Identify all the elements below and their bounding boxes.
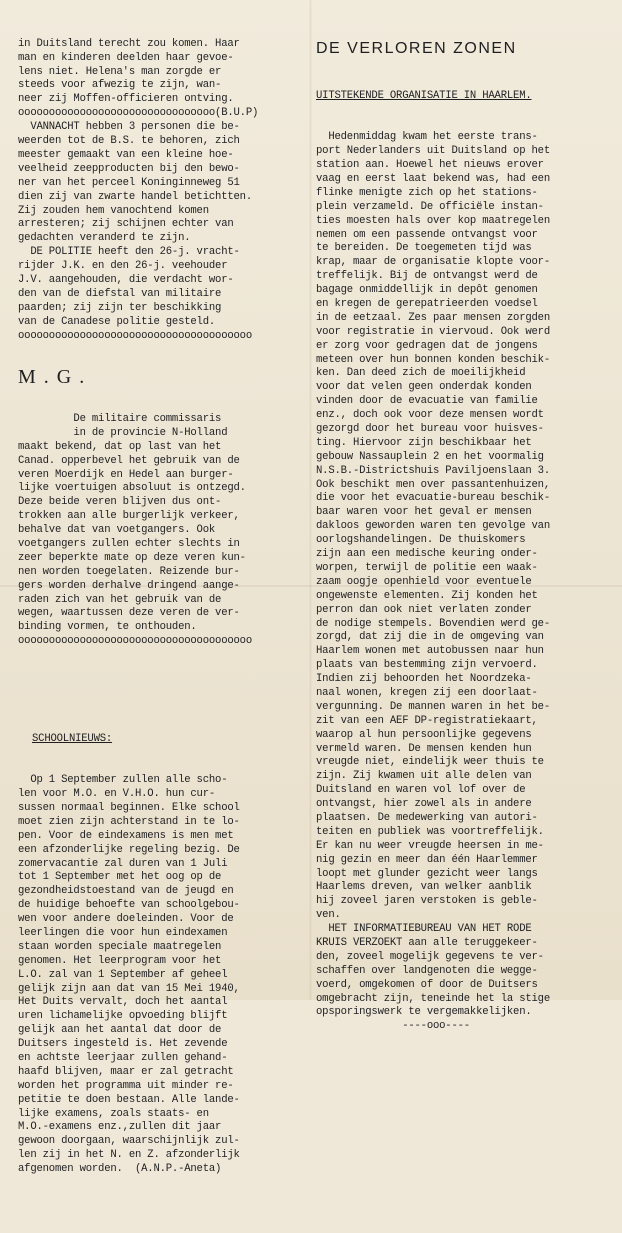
mg-article (18, 366, 310, 677)
text-line: krap, maar de organisatie klopte voor- (316, 256, 550, 269)
text-line: zeer beperkte mate op deze veren kun- (18, 551, 246, 564)
text-line: ----ooo---- (316, 1020, 470, 1033)
text-line: Zij zouden hem vanochtend komen (18, 204, 209, 217)
text-line: bagage onmiddellijk in depôt genomen (316, 284, 538, 297)
text-line: den van de diefstal van militaire (18, 287, 222, 300)
text-line: voerd, omgekomen of door de Duitsers (316, 978, 538, 991)
text-line: flinke menigte zich op het stations- (316, 186, 538, 199)
text-line: zit van een AEF DP-registratiekaart, (316, 714, 538, 727)
text-line: raden zich van het gebruik van de (18, 593, 222, 606)
text-line: oooooooooooooooooooooooooooooooo(B.U.P) (18, 107, 259, 120)
text-line: L.O. zal van 1 September af geheel (18, 968, 228, 981)
text-line: petitie te doen bestaan. Alle lande- (18, 1093, 240, 1106)
text-line: nen worden toegelaten. Reizende bur- (18, 565, 240, 578)
text-line: Haarlems dreven, van welker aanblik (316, 881, 532, 894)
text-line: voor registratie in viervoud. Ook werd (316, 325, 550, 338)
text-line: worden het programma uit minder re- (18, 1079, 234, 1092)
text-line: M.O.-examens enz.,zullen dit jaar (18, 1121, 222, 1134)
text-line: DE POLITIE heeft den 26-j. vracht- (18, 246, 240, 259)
text-line: een afzonderlijke regeling bezig. De (18, 843, 240, 856)
text-line: KRUIS VERZOEKT aan alle teruggekeer- (316, 936, 538, 949)
text-line: nemen om een passende ontvangst voor (316, 228, 538, 241)
text-line: Hedenmiddag kwam het eerste trans- (316, 131, 538, 144)
text-line: gedachten veranderd te zijn. (18, 232, 191, 245)
text-line: in Duitsland terecht zou komen. Haar (18, 37, 240, 50)
text-line: N.S.B.-Districtshuis Paviljoenslaan 3. (316, 464, 550, 477)
text-line: staan worden speciale maatregelen (18, 940, 222, 953)
text-line: Er kan nu weer vreugde heersen in me- (316, 839, 544, 852)
text-line: worpen, terwijl de politie een waak- (316, 561, 538, 574)
text-line: oorlogshandelingen. De thuiskomers (316, 534, 526, 547)
text-line: den, zoveel mogelijk gegevens te ver- (316, 950, 544, 963)
text-line: station aan. Hoewel het nieuws erover (316, 159, 544, 172)
text-line: omgebracht zijn, teneinde het la stige (316, 992, 550, 1005)
text-line: in de eetzaal. Zes paar mensen zorgden (316, 311, 550, 324)
text-line: behalve dat van voetgangers. Ook (18, 524, 216, 537)
text-line: wen voor andere doeleinden. Voor de (18, 913, 234, 926)
text-line: meteen over hun bonnen konden beschik- (316, 353, 550, 366)
text-line: loopt met glunder gezicht weer langs (316, 867, 538, 880)
text-line: HET INFORMATIEBUREAU VAN HET RODE (316, 923, 532, 936)
text-line: oooooooooooooooooooooooooooooooooooooo (18, 329, 252, 342)
text-line: Ook beschikt men over passantenhuizen, (316, 478, 550, 491)
text-line: J.V. aangehouden, die verdacht wor- (18, 273, 234, 286)
text-line: gezorgd door het bureau voor huisves- (316, 423, 544, 436)
school-heading: SCHOOLNIEUWS: (32, 732, 113, 745)
left-column (18, 10, 310, 1233)
text-line: leerlingen die voor hun eindexamen (18, 927, 228, 940)
text-line: gebouw Nassauplein 2 en het voormalig (316, 450, 544, 463)
text-line: moet zien zijn achterstand in te lo- (18, 815, 240, 828)
text-line: plaats van bestemming zijn vervoerd. (316, 659, 538, 672)
text-line: maakt bekend, dat op last van het (18, 440, 222, 453)
mg-heading: M.G. (18, 366, 93, 389)
text-line: waarop al hun persoonlijke gegevens (316, 728, 532, 741)
text-line: in de provincie N-Holland (18, 426, 228, 439)
text-line: teiten en publiek was voortreffelijk. (316, 825, 544, 838)
text-line: gewoon doorgaan, waarschijnlijk zul- (18, 1135, 240, 1148)
text-line: weerden tot de B.S. te behoren, zich (18, 135, 240, 148)
text-line: schaffen over landgenoten die wegge- (316, 964, 538, 977)
text-line: dien zij van zwarte handel betichtten. (18, 190, 252, 203)
text-line: paarden; zij zijn ter beschikking (18, 301, 222, 314)
text-line: tot 1 September met het oog op de (18, 871, 222, 884)
text-line: treffelijk. Bij de ontvangst werd de (316, 270, 538, 283)
text-line: lijke voertuigen absoluut is ontzegd. (18, 482, 246, 495)
text-line: ven. (316, 909, 341, 922)
text-line: len zij in het N. en Z. afzonderlijk (18, 1149, 240, 1162)
masthead-title: DE VERLOREN ZONEN (316, 39, 517, 57)
text-line: zomervacantie zal duren van 1 Juli (18, 857, 228, 870)
text-line: trokken aan alle burgerlijk verkeer, (18, 510, 240, 523)
text-line: sussen normaal beginnen. Elke school (18, 802, 240, 814)
text-line: genomen. Het leerprogram voor het (18, 954, 222, 967)
text-line: vaag en eerst laat bekend was, had een (316, 173, 550, 185)
text-line: pen. Voor de eindexamens is men met (18, 829, 234, 842)
text-line: voetgangers zullen echter slechts in (18, 537, 240, 550)
text-line: meester gemaakt van een kleine hoe- (18, 148, 234, 161)
text-line: vermeld waren. De mensen kenden hun (316, 742, 532, 755)
text-line: oooooooooooooooooooooooooooooooooooooo (18, 635, 252, 648)
text-line: gelijk zijn aan dat van 15 Mei 1940, (18, 982, 240, 995)
text-line: ties moesten hals over kop maatregelen (316, 214, 550, 227)
text-line: perron dan ook niet verlaten zonder (316, 603, 532, 616)
text-line: gezondheidstoestand van de jeugd en (18, 885, 234, 898)
text-line: Canad. opperbevel het gebruik van de (18, 454, 240, 467)
text-line: de nodige stempels. Bovendien werd ge- (316, 617, 550, 630)
text-line: veelheid zeepproducten bij den bewo- (18, 162, 240, 175)
text-line: gers worden derhalve dringend aange- (18, 579, 240, 592)
text-line: Indien zij behoorden het Noordzeka- (316, 673, 532, 686)
text-line: hij zoveel jaren verstoken is geble- (316, 895, 538, 908)
text-line: neer zij Moffen-officieren ontving. (18, 93, 234, 106)
text-line: man en kinderen deelden haar gevoe- (18, 51, 234, 64)
text-line: nig gezin en meer dan één Haarlemmer (316, 853, 538, 866)
text-line: naal wonen, kregen zij een doorlaat- (316, 686, 538, 699)
text-line: afgenomen worden. (A.N.P.-Aneta) (18, 1163, 222, 1176)
text-line: arresteren; zij schijnen echter van (18, 218, 234, 231)
text-line: enz., doch ook voor deze mensen wordt (316, 409, 544, 422)
text-line: lens niet. Helena's man zorgde er (18, 65, 222, 78)
text-line: ting. Hiervoor zijn beschikbaar het (316, 436, 532, 449)
text-line: er zorg voor gedragen dat de jongens (316, 339, 538, 352)
text-line: ner van het perceel Koninginneweg 51 (18, 176, 240, 189)
text-line: vinden door de evacuatie van familie (316, 395, 538, 408)
text-line: binding vormen, te onthouden. (18, 621, 197, 634)
text-line: zorgd, dat zij die in de omgeving van (316, 631, 544, 644)
text-line: ken. Dan deed zich de moeilijkheid (316, 367, 526, 380)
text-line: die voor het evacuatie-bureau beschik- (316, 492, 550, 505)
text-line: en achtste leerjaar zullen gehand- (18, 1052, 228, 1065)
text-line: vergunning. De mannen waren in het be- (316, 700, 550, 713)
text-line: ongewenste elementen. Zij konden het (316, 589, 538, 602)
article-body (316, 131, 616, 1034)
text-line: wegen, waartussen deze veren de ver- (18, 607, 240, 620)
text-line: de huidige behoefte van schoolgebou- (18, 899, 240, 912)
text-line: Het Duits vervalt, doch het aantal (18, 996, 228, 1009)
text-line: VANNACHT hebben 3 personen die be- (18, 121, 240, 134)
text-line: Op 1 September zullen alle scho- (18, 774, 228, 787)
school-body (18, 774, 310, 1177)
mg-body (18, 413, 310, 649)
text-line: te bereiden. De toegemeten tijd was (316, 242, 532, 255)
text-line: haafd blijven, maar er zal getracht (18, 1065, 234, 1078)
article-subhead: UITSTEKENDE ORGANISATIE IN HAARLEM. (316, 89, 532, 102)
text-line: veren Moerdijk en Hedel aan burger- (18, 468, 234, 481)
right-column (316, 10, 616, 1062)
text-line: voor dat velen geen onderdak konden (316, 381, 532, 394)
text-line: opsporingswerk te vergemakkelijken. (316, 1006, 532, 1019)
text-line: rijder J.K. en den 26-j. veehouder (18, 260, 228, 273)
text-line: gelijk aan het aantal dat door de (18, 1024, 222, 1037)
text-line: ontvangst, hier zowel als in andere (316, 798, 532, 811)
text-line: len voor M.O. en V.H.O. hun cur- (18, 788, 216, 801)
text-line: Deze beide veren blijven dus ont- (18, 496, 222, 509)
text-line: lijke examens, zoals staats- en (18, 1107, 209, 1120)
text-line: van de Canadese politie gesteld. (18, 315, 216, 328)
text-line: uren lichamelijke opvoeding blijft (18, 1010, 228, 1023)
left-top-block (18, 38, 310, 344)
text-line: en kregen de gerepatrieerden voedsel (316, 298, 538, 311)
text-line: plaatsen. De medewerking van autori- (316, 811, 538, 824)
text-line: zijn aan een medische keuring onder- (316, 548, 538, 561)
text-line: zaam oogje openhield voor eventuele (316, 575, 532, 588)
text-line: Haarlem wonen met autobussen naar hun (316, 645, 544, 658)
school-article (18, 705, 310, 1205)
text-line: De militaire commissaris (18, 412, 222, 425)
text-line: steeds voor afwezig te zijn, wan- (18, 79, 222, 92)
text-line: zijn. Zij kwamen uit alle delen van (316, 770, 532, 783)
text-line: baar waren voor het geval er mensen (316, 506, 532, 519)
text-line: vreugde niet, eindelijk weer thuis te (316, 756, 544, 769)
text-line: Duitsers ingesteld is. Het zevende (18, 1038, 228, 1051)
text-line: plein verzameld. De officiële instan- (316, 200, 544, 213)
text-line: port Nederlanders uit Duitsland op het (316, 145, 550, 158)
text-line: dakloos geworden waren ten gevolge van (316, 520, 550, 533)
text-line: Duitsland en waren vol lof over de (316, 784, 526, 797)
